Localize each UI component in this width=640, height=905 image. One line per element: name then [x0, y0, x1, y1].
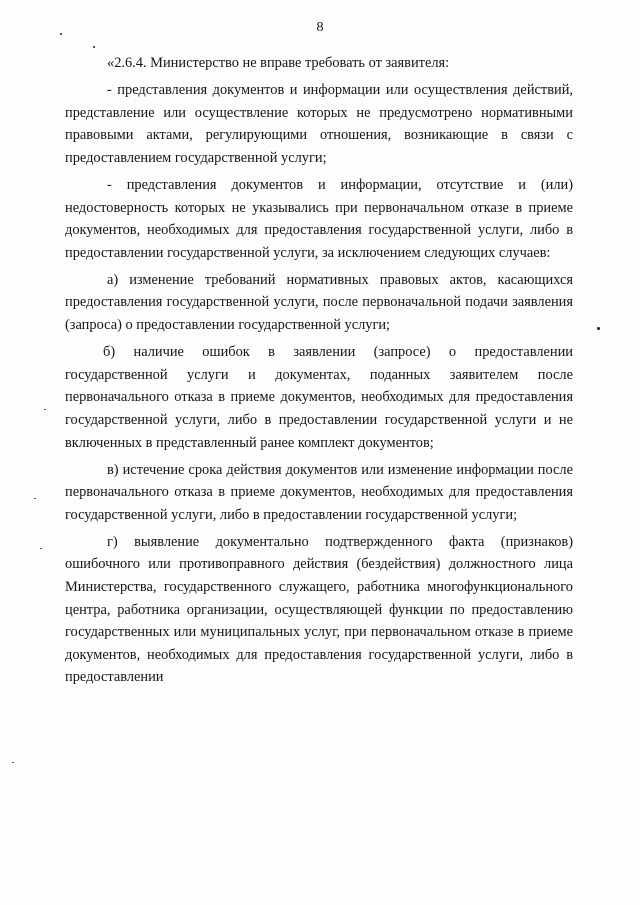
- paragraph-item-v: в) истечение срока действия документов или изменение информации после первоначального отказа в приеме документов, необходимых для предоставления государственной услуги, либо в предоставлении государственной услуги;: [65, 461, 573, 523]
- document-body: [65, 52, 573, 694]
- paragraph-item-a: а) изменение требований нормативных правовых актов, касающихся предоставления государственной услуги, после первоначальной подачи заявления (запроса) о предоставлении государственной услуги;: [65, 271, 573, 334]
- paragraph-dash-2: - представления документов и информации, отсутствие и (или) недостоверность которых не указывались при первоначальном отказе в приеме документов, необходимых для предоставления государственной услуги, либо в предоставлении государственной услуги, за исключением следующих случаев:: [65, 176, 573, 261]
- paragraph-dash-1: - представления документов и информации или осуществления действий, представление или осуществление которых не предусмотрено нормативными правовыми актами, регулирующими отношения, возникающие в связи с предоставлением государственной услуги;: [65, 82, 573, 166]
- scan-speck: [60, 33, 62, 35]
- scan-speck: [93, 46, 95, 48]
- scan-speck: [597, 327, 600, 330]
- scan-speck: [34, 498, 36, 499]
- paragraph-item-b: б) наличие ошибок в заявлении (запросе) о предоставлении государственной услуги и документах, поданных заявителем после первоначального отказа в приеме документов, необходимых для предоставления государственной услуги, либо в предоставлении государственной услуги и не включенных в представленный ранее комплект документов;: [65, 344, 573, 451]
- paragraph-item-g: г) выявление документально подтвержденного факта (признаков) ошибочного или противоправного действия (бездействия) должностного лица Министерства, государственного служащего, работника многофункционального центра, работника организации, осуществляющей функции по предоставлению государственных или муниципальных услуг, при первоначальном отказе в приеме документов, необходимых для предоставления государственной услуги, либо в предоставлении: [65, 533, 573, 686]
- page-number: 8: [316, 20, 324, 35]
- scan-speck: [40, 548, 42, 549]
- paragraph-2-6-4: «2.6.4. Министерство не вправе требовать от заявителя:: [107, 55, 450, 71]
- scan-speck: [12, 762, 14, 763]
- scan-speck: [44, 409, 46, 410]
